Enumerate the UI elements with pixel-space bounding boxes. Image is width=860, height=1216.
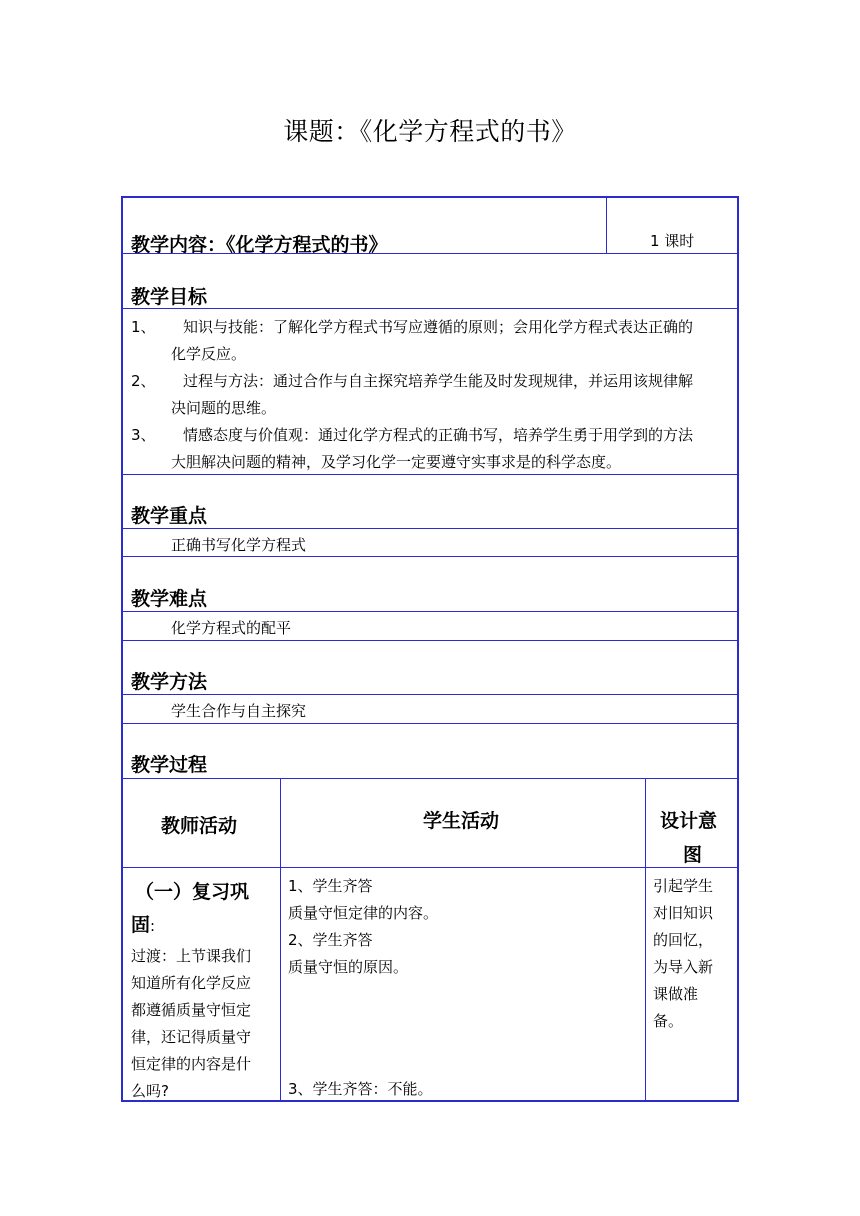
row-divider [123,867,737,868]
design-text-line: 为导入新 [653,958,714,976]
student-column-header: 学生活动 [423,810,500,832]
objectives-heading: 教学目标 [131,286,208,308]
student-text-line: 2、学生齐答 [288,931,373,949]
review-section-title-cont: 固 [131,914,151,936]
design-text-line: 引起学生 [653,877,714,895]
page-title: 课题：《化学方程式的书》 [283,117,577,146]
teacher-text-line: 恒定律的内容是什 [131,1055,252,1073]
teacher-text-line: 律，还记得质量守 [131,1028,252,1046]
objective-text: 过程与方法：通过合作与自主探究培养学生能及时发现规律，并运用该规律解 [183,372,694,390]
method-heading: 教学方法 [131,671,208,693]
student-text-line: 质量守恒定律的内容。 [288,904,439,922]
method-text: 学生合作与自主探究 [171,702,307,720]
objective-text-cont: 决问题的思维。 [171,399,277,417]
row-divider [123,723,737,724]
row-divider [123,253,737,254]
difficulty-text: 化学方程式的配平 [171,619,292,637]
objective-text-cont: 大胆解决问题的精神，及学习化学一定要遵守实事求是的科学态度。 [171,453,622,471]
review-section-colon: : [150,917,156,935]
row-divider [123,611,737,612]
design-column-header-cont: 图 [683,844,703,866]
teacher-column-header: 教师活动 [161,815,238,837]
design-text-line: 对旧知识 [653,904,714,922]
student-text-line: 3、学生齐答：不能。 [288,1080,433,1098]
objective-text-cont: 化学反应。 [171,345,247,363]
hours-label: 1 课时 [650,232,695,250]
process-heading: 教学过程 [131,754,208,776]
student-text-line: 质量守恒的原因。 [288,958,409,976]
header-divider [606,198,607,254]
row-divider [123,308,737,309]
row-divider [123,474,737,475]
teacher-text-line: 过渡：上节课我们 [131,947,252,965]
design-column-header: 设计意 [660,810,718,832]
review-section-title: （一）复习巩 [135,881,250,903]
difficulty-heading: 教学难点 [131,588,208,610]
column-divider [280,778,281,1102]
row-divider [123,640,737,641]
row-divider [123,528,737,529]
objective-number: 1、 [131,318,156,336]
objective-text: 知识与技能：了解化学方程式书写应遵循的原则；会用化学方程式表达正确的 [183,318,694,336]
objective-text: 情感态度与价值观：通过化学方程式的正确书写，培养学生勇于用学到的方法 [183,426,694,444]
lesson-plan-table [121,196,739,1102]
row-divider [123,694,737,695]
design-text-line: 的回忆， [653,931,714,949]
teacher-text-line: 知道所有化学反应 [131,974,252,992]
design-text-line: 课做准 [653,985,699,1003]
objective-number: 2、 [131,372,156,390]
column-divider [645,778,646,1102]
key-point-heading: 教学重点 [131,505,208,527]
teacher-text-line: 么吗? [131,1082,169,1100]
key-point-text: 正确书写化学方程式 [171,536,307,554]
student-text-line: 1、学生齐答 [288,877,373,895]
objective-number: 3、 [131,426,156,444]
content-label: 教学内容：《化学方程式的书》 [131,234,388,256]
design-text-line: 备。 [653,1012,684,1030]
teacher-text-line: 都遵循质量守恒定 [131,1001,252,1019]
row-divider [123,556,737,557]
